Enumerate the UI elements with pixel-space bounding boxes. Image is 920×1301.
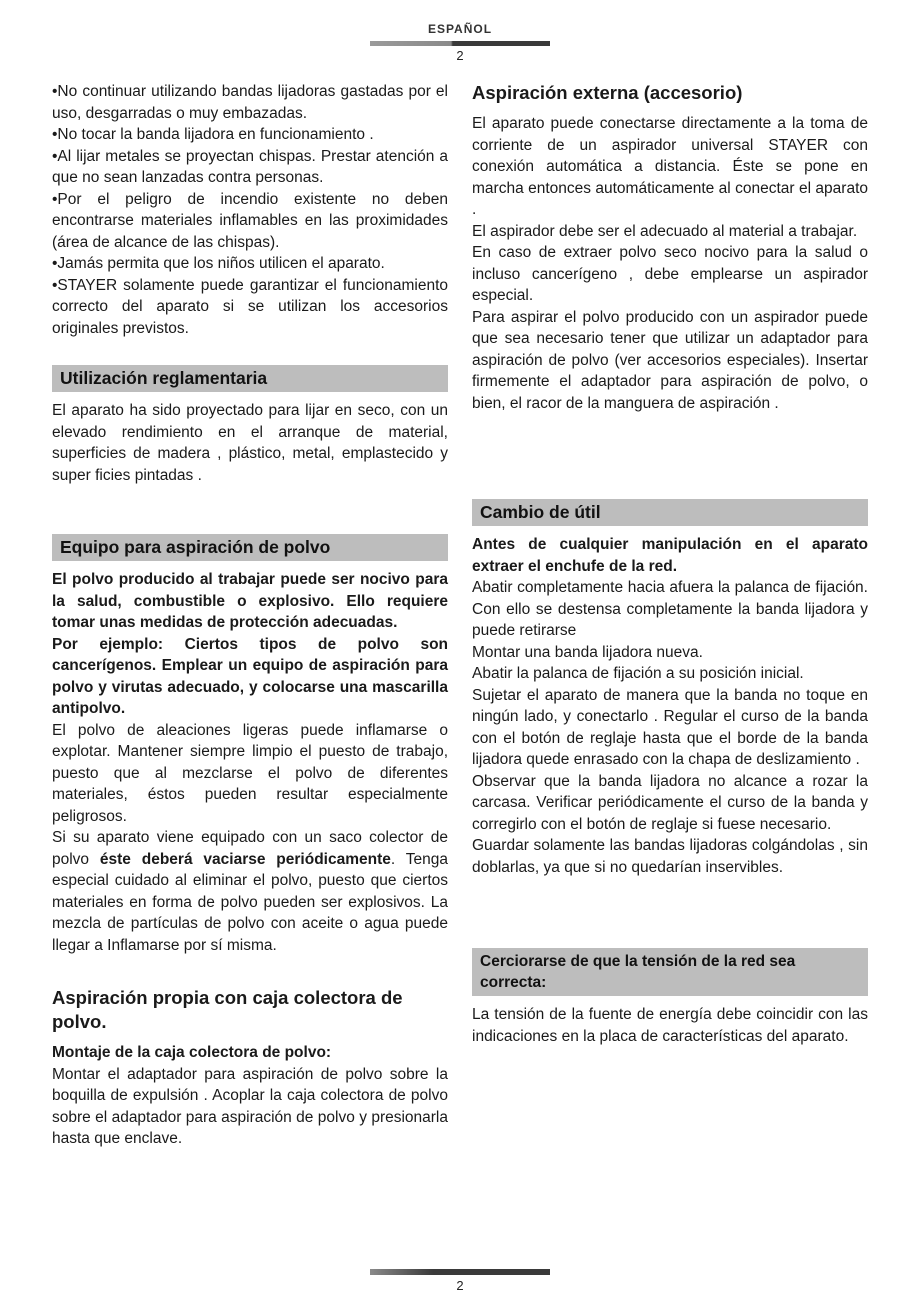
paragraph-bold: Antes de cualquier manipulación en el aparato extraer el enchufe de la red.	[472, 536, 868, 575]
page-header	[0, 0, 920, 63]
right-column	[472, 81, 868, 1150]
bullet-item: •No continuar utilizando bandas lijadoras gastadas por el uso, desgarradas o muy embazadas.	[52, 83, 448, 122]
text-segment: Si su aparato viene equipado con un saco colector de polvo	[52, 829, 448, 868]
text-segment-bold: éste deberá vaciarse periódicamente	[99, 850, 391, 868]
language-label: ESPAÑOL	[427, 22, 493, 36]
paragraph-bold: El polvo producido al trabajar puede ser nocivo para la salud, combustible o explosivo. Ello requiere tomar unas medidas de protección adecuadas.	[52, 571, 448, 631]
paragraph: Montar el adaptador para aspiración de polvo sobre la boquilla de expulsión . Acoplar la caja colectora de polvo sobre el adaptador para aspiración de polvo y presionarla hasta que enclave.	[52, 1065, 448, 1147]
paragraph: En caso de extraer polvo seco nocivo para la salud o incluso cancerígeno , debe emplearse un aspirador especial.	[472, 244, 868, 304]
page-number-bottom: 2	[456, 1278, 464, 1293]
paragraph: Abatir completamente hacia afuera la palanca de fijación. Con ello se destensa completamente la banda lijadora y puede retirarse	[472, 579, 868, 639]
bullet-item: •Al lijar metales se proyectan chispas. Prestar atención a que no sean lanzadas contra personas.	[52, 147, 448, 186]
section-heading-cambio-util: Cambio de útil	[472, 499, 868, 526]
paragraph: El aparato puede conectarse directamente a la toma de corriente de un aspirador universal STAYER con conexión automática a distancia. Éste se pone en marcha entonces automáticamente al conectar el aparato .	[472, 115, 868, 218]
bullet-item: •No tocar la banda lijadora en funcionamiento .	[52, 126, 374, 143]
paragraph-bold: Por ejemplo: Ciertos tipos de polvo son cancerígenos. Emplear un equipo de aspiración para polvo y virutas adecuado, y colocarse una mascarilla antipolvo.	[52, 635, 448, 717]
section-heading-aspiracion-propia: Aspiración propia con caja colectora de polvo.	[52, 987, 403, 1032]
text-segment: . Tenga especial cuidado al eliminar el polvo, puesto que ciertos materiales en forma de polvo pueden ser explosivos. La mezcla de partículas de polvo con aceite o agua puede llegar a Inflamarse por sí misma.	[52, 850, 448, 954]
paragraph: La tensión de la fuente de energía debe coincidir con las indicaciones en la placa de características del aparato.	[472, 1006, 868, 1045]
paragraph: Guardar solamente las bandas lijadoras colgándolas , sin doblarlas, ya que si no quedarían inservibles.	[472, 837, 868, 876]
paragraph: Abatir la palanca de fijación a su posición inicial.	[472, 665, 804, 682]
paragraph: Para aspirar el polvo producido con un aspirador puede que sea necesario tener que utilizar un adaptador para aspiración de polvo (ver accesorios especiales). Insertar firmemente el adaptador para aspiración de polvo, o bien, el racor de la manguera de aspiración .	[472, 308, 868, 412]
left-column	[52, 81, 448, 1150]
paragraph: El aspirador debe ser el adecuado al material a trabajar.	[472, 222, 858, 240]
bullet-item: •STAYER solamente puede garantizar el funcionamiento correcto del aparato si se utilizan los accesorios originales previstos.	[52, 276, 448, 337]
paragraph: Montar una banda lijadora nueva.	[472, 643, 703, 661]
section-heading-tension-red: Cerciorarse de que la tensión de la red sea correcta:	[472, 948, 868, 996]
bullet-item: •Por el peligro de incendio existente no deben encontrarse materiales inflamables en las proximidades (área de alcance de las chispas).	[52, 190, 448, 251]
section-heading-equipo-aspiracion: Equipo para aspiración de polvo	[52, 534, 448, 561]
section-heading-aspiracion-externa: Aspiración externa (accesorio)	[472, 82, 743, 103]
paragraph: El aparato ha sido proyectado para lijar en seco, con un elevado rendimiento en el arranque de material, superficies de madera , plástico, metal, emplastecido y super ficies pintadas .	[52, 402, 448, 484]
paragraph: Observar que la banda lijadora no alcance a rozar la carcasa. Verificar periódicamente el curso de la banda y corregirlo con el botón de reglaje si fuese necesario.	[472, 772, 868, 833]
bullet-item: •Jamás permita que los niños utilicen el aparato.	[52, 255, 385, 272]
section-heading-utilizacion: Utilización reglamentaria	[52, 365, 448, 392]
header-rule	[370, 41, 550, 46]
paragraph: El polvo de aleaciones ligeras puede inflamarse o explotar. Mantener siempre limpio el puesto de trabajo, puesto que al mezclarse el polvo de diferentes materiales, éstos pueden resultar especialmente peligrosos.	[52, 721, 448, 825]
two-column-content	[0, 81, 920, 1150]
paragraph-mixed	[52, 827, 448, 956]
page-number-top: 2	[456, 48, 464, 63]
paragraph: Sujetar el aparato de manera que la banda no toque en ningún lado, y conectarlo . Regular el curso de la banda con el botón de reglaje hasta que el borde de la banda lijadora quede enrasado con la chapa de deslizamiento .	[472, 686, 868, 768]
footer-rule	[370, 1269, 550, 1275]
page-footer	[0, 1269, 920, 1293]
subheading-montaje: Montaje de la caja colectora de polvo:	[52, 1044, 332, 1061]
